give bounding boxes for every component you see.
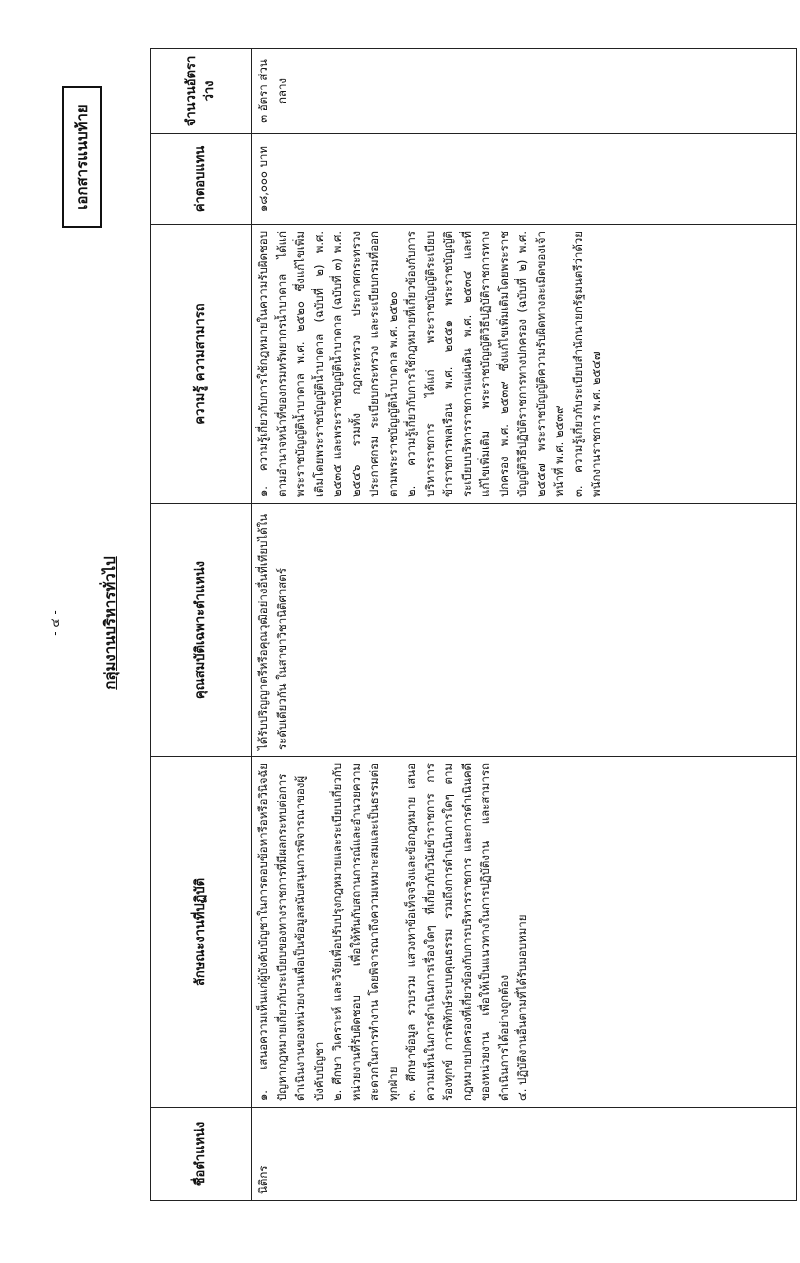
cell-qualification [252, 504, 797, 757]
table-row [252, 49, 797, 1201]
cell-position [252, 1108, 797, 1201]
position-table [150, 48, 797, 1201]
knowledge-item-2: ๒. ความรู้เกี่ยวกับการใช้กฎหมายที่เกี่ยวข้องกับการบริหารราชการ ได้แก่ พระราชบัญญัติระเบียบข้าราชการพลเรือน พ.ศ. ๒๕๕๑ พระราชบัญญัติระเบียบบริหารราชการแผ่นดิน พ.ศ. ๒๕๓๔ และที่แก้ไขเพิ่มเติม พระราชบัญญัติวิธีปฏิบัติราชการทางปกครอง พ.ศ. ๒๕๓๙ ซึ่งแก้ไขเพิ่มเติมโดยพระราชบัญญัติวิธีปฏิบัติราชการทางปกครอง (ฉบับที่ ๒) พ.ศ. ๒๕๕๗ พระราชบัญญัติความรับผิดทางละเมิดของเจ้าหน้าที่ พ.ศ. ๒๕๓๙ [404, 231, 566, 497]
knowledge-item-3: ๓. ความรู้เกี่ยวกับระเบียบสำนักนายกรัฐมนตรีว่าด้วยพนักงานราชการ พ.ศ. ๒๕๔๗ [570, 231, 603, 497]
duty-item-2: ๒. ศึกษา วิเคราะห์ และวิจัยเพื่อปรับปรุงกฎหมายและระเบียบเกี่ยวกับหน่วยงานที่รับผิดชอบ เพื่อให้ทันกับสถานการณ์และอำนวยความสะดวกในการทำงาน โดยพิจารณาถึงความเหมาะสมและเป็นธรรมต่อทุกฝ่าย [330, 763, 400, 1101]
table-header-row [151, 49, 252, 1201]
col-header-knowledge: ความรู้ ความสามารถ [151, 225, 252, 504]
duty-item-4: ๔. ปฏิบัติงานอื่นตามที่ได้รับมอบหมาย [515, 914, 529, 1101]
duty-item-1: ๑. เสนอความเห็นแก่ผู้บังคับบัญชาในการตอบข้อหารือหรือวินิจฉัยปัญหากฎหมายเกี่ยวกับระเบียบของทางราชการที่มีผลกระทบต่อการดำเนินงานของหน่วยงานเพื่อเป็นข้อมูลสนับสนุนการพิจารณาของผู้บังคับบัญชา [256, 763, 326, 1101]
cell-knowledge [252, 225, 797, 504]
pay-text: ๑๘,๐๐๐ บาท [256, 146, 270, 212]
vacancies-text: ๓ อัตรา ส่วนกลาง [256, 59, 289, 123]
position-name: นิติกร [256, 1165, 270, 1194]
cell-vacancies [252, 49, 797, 134]
qualification-text: ได้รับปริญญาตรีหรือคุณวุฒิอย่างอื่นที่เทียบได้ในระดับเดียวกัน ในสาขาวิชานิติศาสตร์ [256, 513, 289, 750]
col-header-duties: ลักษณะงานที่ปฏิบัติ [151, 757, 252, 1108]
attachment-label: เอกสารแนบท้าย [73, 104, 91, 210]
cell-duties [252, 757, 797, 1108]
col-header-vacancies: จำนวนอัตราว่าง [151, 49, 252, 134]
col-header-qualification: คุณสมบัติเฉพาะตำแหน่ง [151, 504, 252, 757]
duty-item-3: ๓. ศึกษาข้อมูล รวบรวม แสวงหาข้อเท็จจริงและข้อกฎหมาย เสนอความเห็นในการดำเนินการเรื่องใดๆ ที่เกี่ยวกับวินัยข้าราชการ การร้องทุกข์ การพิทักษ์ระบบคุณธรรม รวมถึงการดำเนินการใดๆ ตามกฎหมายปกครองที่เกี่ยวข้องกับการบริหารราชการ และการดำเนินคดีของหน่วยงาน เพื่อให้เป็นแนวทางในการปฏิบัติงาน และสามารถดำเนินการได้อย่างถูกต้อง [404, 763, 511, 1101]
col-header-position: ชื่อตำแหน่ง [151, 1108, 252, 1201]
cell-pay [252, 134, 797, 225]
page-number: - ๔ - [48, 610, 62, 636]
group-title: กลุ่มงานบริหารทั่วไป [101, 556, 119, 690]
attachment-label-box [62, 86, 102, 228]
col-header-pay: ค่าตอบแทน [151, 134, 252, 225]
knowledge-item-1: ๑. ความรู้เกี่ยวกับการใช้กฎหมายในความรับผิดชอบตามอำนาจหน้าที่ของกรมทรัพยากรน้ำบาดาล ได้แก่ พระราชบัญญัติน้ำบาดาล พ.ศ. ๒๕๒๐ ซึ่งแก้ไขเพิ่มเติมโดยพระราชบัญญัติน้ำบาดาล (ฉบับที่ ๒) พ.ศ. ๒๕๓๕ และพระราชบัญญัติน้ำบาดาล (ฉบับที่ ๓) พ.ศ. ๒๕๔๖ รวมทั้ง กฎกระทรวง ประกาศกระทรวง ประกาศกรม ระเบียบกระทรวง และระเบียบกรมที่ออกตามพระราชบัญญัติน้ำบาดาล พ.ศ. ๒๕๒๐ [256, 231, 400, 497]
